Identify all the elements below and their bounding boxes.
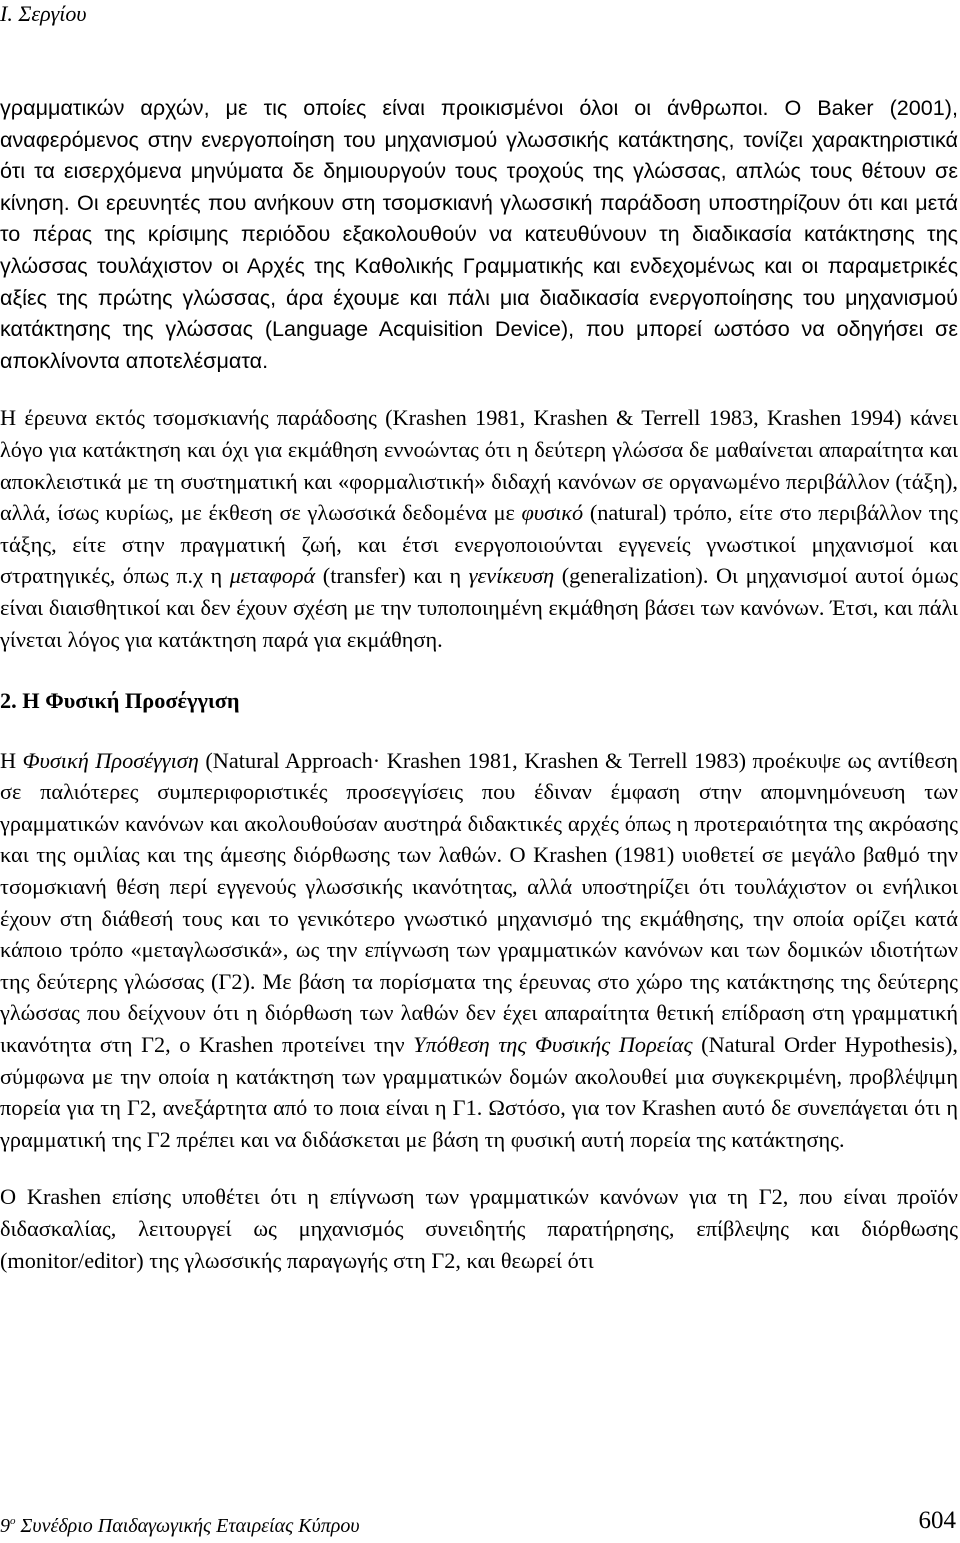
emphasis-transfer: μεταφορά — [229, 563, 316, 589]
emphasis-natural-approach: Φυσική Προσέγγιση — [22, 747, 199, 773]
page-number: 604 — [918, 1507, 956, 1534]
paragraph-2-text: Η έρευνα εκτός τσομσκιανής παράδοσης (Krashen 1981, Krashen & Terrell 1983, Krashen 1994) κάνει λόγο για κατάκτηση και όχι για εκμάθηση εννοώντας ότι η δεύτερη γλώσσα δε μαθαίνεται απαραίτητα και αποκλειστικά με τη συστηματική και «φορμαλιστική» διδαχή κανόνων σε οργανωμένο περιβάλλον (τάξη), αλλά, ίσως κυρίως, με έκθεση σε γλωσσικά δεδομένα με — [0, 405, 958, 526]
emphasis-natural-order-hypothesis: Υπόθεση της Φυσικής Πορείας — [413, 1032, 693, 1058]
paragraph-2-text: (natural) τρόπο, είτε στο περιβάλλον της τάξης, είτε στην πραγματική ζωή, και έτσι ενεργοποιούνται εγγενείς γνωστικοί μηχανισμοί και στρατηγικές, όπως π.χ η — [0, 500, 958, 589]
emphasis-natural: φυσικό — [521, 500, 584, 526]
emphasis-generalization: γενίκευση — [468, 563, 555, 589]
paragraph-3-text: (Natural Order Hypothesis), σύμφωνα με την οποία η κατάκτηση των γραμματικών δομών ακολουθεί μια συγκεκριμένη, προβλέψιμη πορεία για τη Γ2, ανεξάρτητα από το ποια είναι η Γ1. Ωστόσο, για τον Krashen αυτό δε συνεπάγεται ότι η γραμματική της Γ2 πρέπει και να διδάσκεται με βάση τη φυσική αυτή πορεία της κατάκτησης. — [0, 1032, 958, 1152]
paragraph-4: Ο Krashen επίσης υποθέτει ότι η επίγνωση των γραμματικών κανόνων για τη Γ2, που είναι προϊόν διδασκαλίας, λειτουργεί ως μηχανισμός συνειδητής παρατήρησης, επίβλεψης και διόρθωσης (monitor/editor) της γλωσσικής παραγωγής στη Γ2, και θεωρεί ότι — [0, 1184, 958, 1273]
paragraph-3-text: (Natural Approach· Krashen 1981, Krashen & Terrell 1983) προέκυψε ως αντίθεση σε παλιότερες συμπεριφοριστικές προσεγγίσεις που έδιναν έμφαση στην απομνημόνευση των γραμματικών κανόνων και ακολουθούσαν αυστηρά διδακτικές αρχές όπως η προτεραιότητα της ακρόασης και της ομιλίας και της άμεσης διόρθωσης των λαθών. Ο Krashen (1981) υιοθετεί σε μεγάλο βαθμό την τσομσκιανή θέση περί εγγενούς γλωσσικής ικανότητας, αλλά υποστηρίζει ότι τουλάχιστον οι ενήλικοι έχουν στη διάθεσή τους και το γενικότερο γνωστικό μηχανισμό της εκμάθησης, την οποία ορίζει κατά κάποιο τρόπο «μεταγλωσσικά», ως την επίγνωση των γραμματικών κανόνων και των δομικών ιδιοτήτων της δεύτερης γλώσσας (Γ2). Με βάση τα πορίσματα της έρευνας στο χώρο της κατάκτησης της δεύτερης γλώσσας που δείχνουν ότι η διόρθωση των λαθών δεν έχει απαραίτητα θετική επίδραση στη γραμματική ικανότητα στη Γ2, ο Krashen προτείνει την — [0, 747, 958, 1058]
footer-ordinal-suffix: ο — [10, 1515, 16, 1527]
paragraph-3 — [0, 745, 958, 1156]
footer-ordinal: 9 — [0, 1515, 10, 1537]
paragraph-3-text: Η — [0, 747, 23, 773]
paragraph-2 — [0, 402, 958, 655]
page-body — [0, 92, 958, 1276]
footer-conference — [0, 1508, 360, 1539]
footer-conference-title: Συνέδριο Παιδαγωγικής Εταιρείας Κύπρου — [15, 1515, 360, 1537]
paragraph-2-text: (generalization). Οι μηχανισμοί αυτοί όμως είναι διαισθητικοί και δεν έχουν σχέση με την τυποποιημένη εκμάθηση βάσει των κανόνων. Έτσι, και πάλι γίνεται λόγος για κατάκτηση παρά για εκμάθηση. — [0, 563, 958, 652]
paragraph-2-text: (transfer) και η — [315, 563, 469, 589]
section-heading: 2. Η Φυσική Προσέγγιση — [0, 688, 240, 714]
paragraph-1: γραμματικών αρχών, με τις οποίες είναι προικισμένοι όλοι οι άνθρωποι. Ο Baker (2001), αναφερόμενος στην ενεργοποίηση του μηχανισμού γλωσσικής κατάκτησης, τονίζει χαρακτηριστικά ότι τα εισερχόμενα μηνύματα δε δημιουργούν τους τροχούς της γλώσσας, απλώς τους θέτουν σε κίνηση. Οι ερευνητές που ανήκουν στη τσομσκιανή γλωσσική παράδοση υποστηρίζουν ότι και μετά το πέρας της κρίσιμης περιόδου εξακολουθούν να κατευθύνουν τη διαδικασία κατάκτησης της γλώσσας τουλάχιστον οι Αρχές της Καθολικής Γραμματικής και ενδεχομένως και οι παραμετρικές αξίες της πρώτης γλώσσας, άρα έχουμε και πάλι μια διαδικασία ενεργοποίησης του μηχανισμού κατάκτησης της γλώσσας (Language Acquisition Device), που μπορεί ωστόσο να οδηγήσει σε αποκλίνοντα αποτελέσματα. — [0, 95, 958, 373]
running-header: Ι. Σεργίου — [0, 1, 87, 26]
